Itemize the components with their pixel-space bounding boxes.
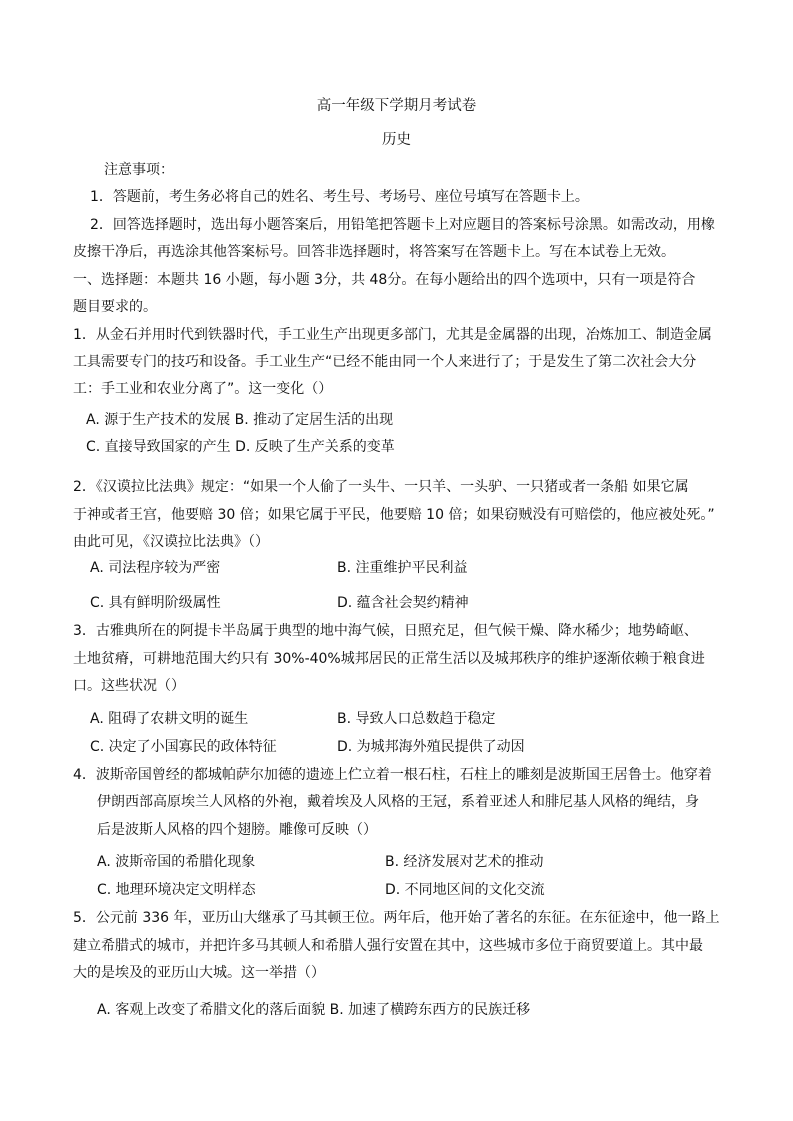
question-5-line-1: 5．公元前 336 年，亚历山大继承了马其顿王位。两年后，他开始了著名的东征。在东征途中，他一路上 (73, 910, 720, 926)
question-4-option-d: D. 不同地区间的文化交流 (385, 882, 545, 898)
exam-title: 高一年级下学期月考试卷 (316, 98, 477, 114)
question-2-option-b: B. 注重维护平民利益 (337, 560, 468, 576)
question-4-line-2: 伊朗西部高原埃兰人风格的外袍，戴着埃及人风格的王冠，系着亚述人和腓尼基人风格的绳结，身 (97, 794, 699, 810)
question-4-line-3: 后是波斯人风格的四个翅膀。雕像可反映（） (97, 822, 377, 838)
notice-item-2-cont: 皮擦干净后，再选涂其他答案标号。回答非选择题时，将答案写在答题卡上。写在本试卷上无效。 (73, 244, 675, 260)
question-2-line-3: 由此可见，《汉谟拉比法典》（） (73, 534, 269, 550)
notice-heading: 注意事项： (104, 162, 174, 178)
question-1-options-cd: C. 直接导致国家的产生 D. 反映了生产关系的变革 (86, 439, 395, 455)
section-heading-cont: 题目要求的。 (73, 299, 157, 315)
question-1-options-ab: A. 源于生产技术的发展 B. 推动了定居生活的出现 (86, 412, 394, 428)
question-3-option-b: B. 导致人口总数趋于稳定 (337, 711, 496, 727)
question-1-line-2: 工具需要专门的技巧和设备。手工业生产“已经不能由同一个人来进行了；于是发生了第二次社会大分 (73, 354, 697, 370)
question-2-option-c: C. 具有鲜明阶级属性 (90, 595, 221, 611)
question-4-option-b: B. 经济发展对艺术的推动 (385, 854, 544, 870)
question-4-line-1: 4．波斯帝国曾经的都城帕萨尔加德的遗迹上伫立着一根石柱，石柱上的雕刻是波斯国王居鲁士。他穿着 (73, 767, 712, 783)
question-2-line-2: 于神或者王宫，他要赔 30 倍；如果它属于平民，他要赔 10 倍；如果窃贼没有可赔偿的，他应被处死。” (73, 507, 715, 523)
question-3-line-2: 土地贫瘠，可耕地范围大约只有 30%-40%城邦居民的正常生活以及城邦秩序的维护逐渐依赖于粮食进 (73, 651, 705, 667)
question-3-option-d: D. 为城邦海外殖民提供了动因 (337, 739, 525, 755)
question-5-line-2: 建立希腊式的城市，并把许多马其顿人和希腊人强行安置在其中，这些城市多位于商贸要道上。其中最 (73, 938, 703, 954)
question-1-line-3: 工：手工业和农业分离了”。这一变化（） (73, 381, 333, 397)
question-2-option-d: D. 蕴含社会契约精神 (337, 595, 469, 611)
question-4-option-c: C. 地理环境决定文明样态 (97, 882, 256, 898)
question-5-line-3: 大的是埃及的亚历山大城。这一举措（） (73, 965, 325, 981)
question-2-line-1: 2．《汉谟拉比法典》规定：“如果一个人偷了一头牛、一只羊、一头驴、一只猪或者一条船 如果它属 (73, 479, 689, 495)
notice-item-2: 2．回答选择题时，选出每小题答案后，用铅笔把答题卡上对应题目的答案标号涂黑。如需改动，用橡 (90, 217, 715, 233)
question-1-line-1: 1．从金石并用时代到铁器时代，手工业生产出现更多部门，尤其是金属器的出现，冶炼加工、制造金属 (73, 327, 712, 343)
question-4-option-a: A. 波斯帝国的希腊化现象 (97, 854, 256, 870)
question-3-line-1: 3．古雅典所在的阿提卡半岛属于典型的地中海气候，日照充足，但气候干燥、降水稀少；地势崎岖、 (73, 623, 698, 639)
question-3-option-a: A. 阻碍了农耕文明的诞生 (90, 711, 249, 727)
section-heading: 一、选择题：本题共 16 小题，每小题 3分，共 48分。在每小题给出的四个选项中，只有一项是符合 (73, 272, 696, 288)
question-3-line-3: 口。这些状况（） (73, 678, 185, 694)
question-5-options-ab: A. 客观上改变了希腊文化的落后面貌 B. 加速了横跨东西方的民族迁移 (97, 1002, 531, 1018)
notice-item-1: 1．答题前，考生务必将自己的姓名、考生号、考场号、座位号填写在答题卡上。 (90, 189, 589, 205)
question-3-option-c: C. 决定了小国寡民的政体特征 (90, 739, 277, 755)
question-2-option-a: A. 司法程序较为严密 (90, 560, 221, 576)
exam-subject: 历史 (382, 132, 411, 148)
